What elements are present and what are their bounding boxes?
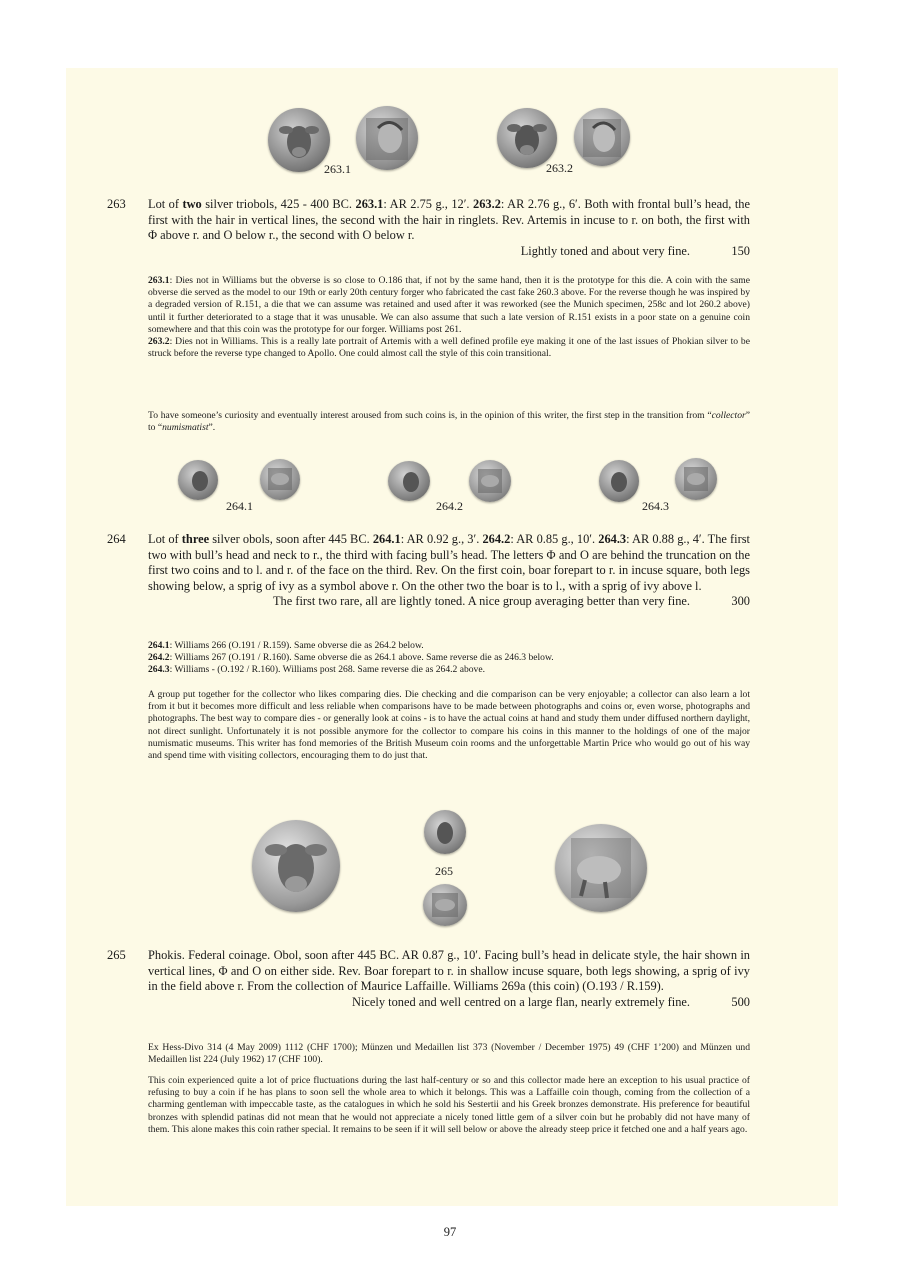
boar-icon [555,824,647,912]
coin-image-263-1-obverse [268,108,330,172]
grade: The first two rare, all are lightly toned. A nice group averaging better than very fine. [272,594,690,609]
desc-bold: three [181,532,210,546]
grade-line [148,594,750,610]
bull-head-icon [497,108,557,168]
coin-image-264-2-obverse [388,461,430,501]
commentary-text: ” to “ [148,410,750,434]
grade-line [148,244,750,260]
note-id: 263.1 [148,275,170,286]
desc-text: : AR 0.85 g., 10′. [510,532,599,546]
desc-text: silver triobols, 425 - 400 BC. [201,197,356,211]
coin-caption: 264.2 [436,499,463,513]
lot-description [148,197,750,259]
coin-image-265-reverse-small [423,884,467,926]
bull-head-icon [178,460,218,500]
commentary: This coin experienced quite a lot of price fluctuations during the last half-century or so and this collector made here an exception to his usual practice of refusing to buy a coin if he has plans to soon sell the whole area to which it belongs. This was a Laffaille coin though, coming from the collection of a charming gentleman with impeccable taste, as the catalogues in which he sold his Sestertii and his Greek bronzes demonstrate. His preference for beautiful bronzes with splendid patinas did not mean that he would not appreciate a nicely toned little gem of a silver coin but he probably did not have many of them. This alone makes this coin rather special. It remains to be seen if it will sell below or above the already steep price it fetched one and a half years ago. [148,1075,750,1135]
desc-text: : AR 2.75 g., 12′. [383,197,474,211]
lot-number: 263 [107,197,126,211]
desc-bold: 263.2 [473,197,501,211]
note-text: : Williams - (O.192 / R.160). Williams post 268. Same reverse die as 264.2 above. [169,664,486,676]
grade-line [148,995,750,1011]
bull-head-icon [252,820,340,912]
grade: Nicely toned and well centred on a large flan, nearly extremely fine. [352,994,690,1009]
coin-image-264-3-obverse [599,460,639,502]
coin-image-265-reverse-large [555,824,647,912]
desc-text: silver obols, soon after 445 BC. [209,532,373,546]
note-text: : Williams 267 (O.191 / R.160). Same obverse die as 264.1 above. Same reverse die as 246.3 below. [169,652,554,664]
desc-text: : AR 2.76 g., 6′. Both with frontal bull’s head, the first with the hair in vertical lines, the second with the hair in ringlets. Rev. Artemis in incuse to r. on both, the first with Φ above r. and O below r., the second with O below r. [148,197,751,243]
desc-bold: 263.1 [355,197,384,211]
desc-text: : AR 0.88 g., 4′. The first two with bull’s head and neck to r., the third with facing bull’s head. The letters Φ and O are behind the truncation on the first two coins and to l. and r. of the face on the third. Rev. On the first coin, boar forepart to r. in incuse square, both legs showing below, a sprig of ivy as a symbol above r. On the other two the boar is to l., with a sprig of ivy above l. [148,532,750,593]
note-text: : Dies not in Williams. This is a really late portrait of Artemis with a well defined profile eye making it one of the last issues of Phokian silver to be struck before the reverse type changed to Apollo. One could almost call the style of this coin transitional. [148,336,750,360]
boar-icon [260,459,300,500]
coin-image-265-obverse-small [424,810,466,854]
note-id: 264.3 [148,664,170,676]
coin-caption: 265 [435,864,453,878]
die-notes [148,275,750,360]
estimate-price: 300 [731,594,750,609]
note-text: : Williams 266 (O.191 / R.159). Same obverse die as 264.2 below. [169,640,424,651]
artemis-head-icon [356,106,418,170]
grade: Lightly toned and about very fine. [520,243,690,258]
desc-text: Lot of [148,197,183,211]
die-notes [148,640,750,677]
bull-head-icon [388,461,430,501]
desc-text: : AR 0.92 g., 3′. [400,532,483,546]
commentary-italic: collector [711,410,746,421]
coin-image-264-1-obverse [178,460,218,500]
coin-image-263-2-reverse [574,108,630,166]
coin-caption: 263.1 [324,162,351,176]
desc-bold: 264.2 [482,532,511,546]
boar-icon [675,458,717,500]
commentary: A group put together for the collector who likes comparing dies. Die checking and die comparison can be very enjoyable; a collector can also learn a lot from it but it becomes more difficult and less reliable when comparisons have to be made between photographs and coins or, even worse, photographs and photographs. The best way to compare dies - or generally look at coins - is to have the actual coins at hand and study them under diffused northern daylight, not direct sunlight. Unfortunately it is not possible anymore for the collector to compare his coins in this manner to the holdings of one of the major numismatic museums. This writer has fond memories of the British Museum coin rooms and the unforgettable Martin Price who would go out of his way and spend time with visiting collectors, encouraging them to do just that. [148,689,750,762]
coin-caption: 263.2 [546,161,573,175]
commentary-italic: numismatist [162,422,209,434]
coin-image-263-1-reverse [356,106,418,170]
boar-icon [423,884,467,926]
artemis-head-icon [574,108,630,166]
coin-image-264-2-reverse [469,460,511,502]
boar-icon [469,460,511,502]
desc-bold: 264.3 [598,532,627,546]
coin-caption: 264.3 [642,499,669,513]
desc-text: Phokis. Federal coinage. Obol, soon after 445 BC. AR 0.87 g., 10′. Facing bull’s head in delicate style, the hair shown in vertical lines, Φ and O on either side. Rev. Boar forepart to r. in shallow incuse square, both legs showing, a sprig of ivy in the field above r. From the collection of Maurice Laffaille. Williams 269a (this coin) (O.193 / R.159). [148,948,750,994]
coin-image-264-1-reverse [260,459,300,500]
desc-text: Lot of [148,532,182,546]
lot-number: 264 [107,532,126,546]
note-id: 263.2 [148,336,170,348]
page-number: 97 [443,1225,457,1239]
commentary [148,410,750,434]
lot-description [148,948,750,1010]
bull-head-icon [599,460,639,502]
estimate-price: 500 [731,994,750,1009]
note-text: : Dies not in Williams but the obverse is so close to O.186 that, if not by the same hand, then it is the prototype for this die. A coin with the same obverse die served as the model to our 19th or early 20th century forger who fabricated the cast fake 260.3 above. For the reverse though he was inspired by a degraded version of R.151, a die that we can assume was retained and used after it was reworked (see the Munich specimen, 258c and lot 260.2 above) until it further deteriorated to a stage that it was unusable. We can also assume that such a late version of R.151 exists in a poor state on a genuine coin somewhere and that this coin was the prototype for our forger. Williams post 261. [148,275,750,335]
bull-head-icon [268,108,330,172]
lot-number: 265 [107,948,126,962]
commentary-text: ”. [208,422,216,434]
coin-image-264-3-reverse [675,458,717,500]
coin-image-265-obverse-large [252,820,340,912]
desc-bold: two [182,197,202,211]
lot-description [148,532,750,610]
note-id: 264.1 [148,640,170,651]
coin-caption: 264.1 [226,499,253,513]
provenance: Ex Hess-Divo 314 (4 May 2009) 1112 (CHF 1700); Münzen und Medaillen list 373 (November / December 1975) 49 (CHF 1’200) and Münzen und Medaillen list 224 (July 1962) 17 (CHF 100). [148,1042,750,1066]
coin-image-263-2-obverse [497,108,557,168]
commentary-text: To have someone’s curiosity and eventually interest aroused from such coins is, in the opinion of this writer, the first step in the transition from “ [148,410,712,421]
bull-head-icon [424,810,466,854]
estimate-price: 150 [731,243,750,258]
desc-bold: 264.1 [372,532,401,546]
note-id: 264.2 [148,652,170,664]
